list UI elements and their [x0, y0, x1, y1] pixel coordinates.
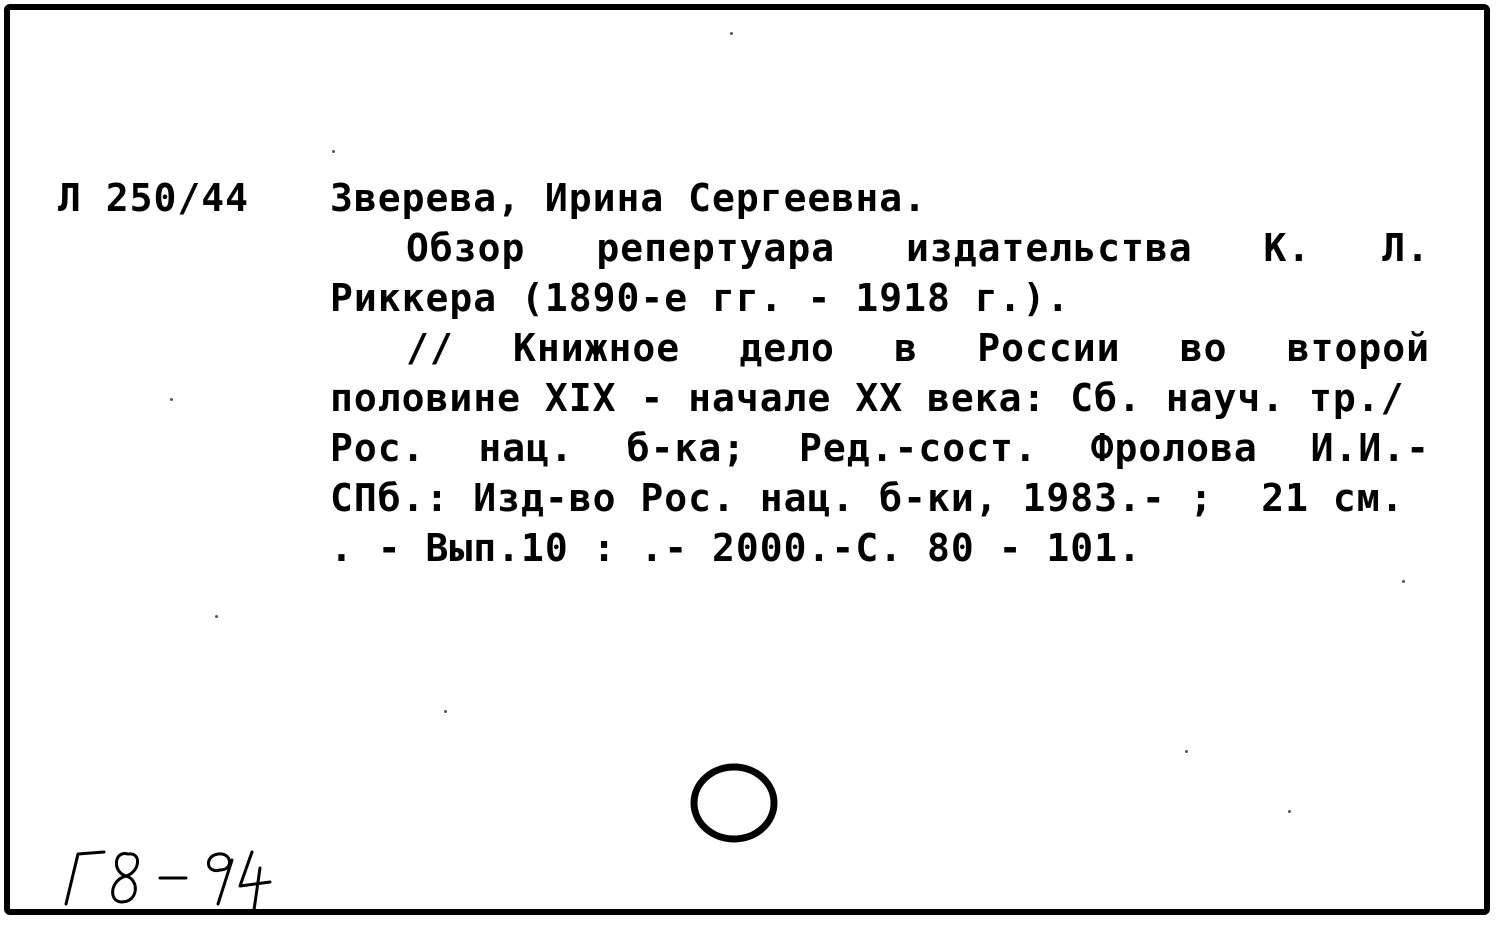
speck: [1402, 580, 1405, 583]
speck: [332, 150, 335, 153]
source-word: Рос.: [330, 426, 426, 470]
source-line-1: [330, 323, 1430, 373]
title-word: издательства: [906, 226, 1193, 270]
source-word: России: [977, 326, 1121, 370]
source-word: нац.: [478, 426, 574, 470]
source-line-4: СПб.: Изд-во Рос. нац. б-ки, 1983.- ; 21 см.: [330, 476, 1405, 520]
title-word: Л.: [1382, 226, 1430, 270]
bibliographic-entry: [330, 173, 1430, 573]
source-word: второй: [1286, 326, 1430, 370]
handwritten-note: [56, 842, 276, 912]
source-word: Фролова: [1090, 426, 1258, 470]
title-word: Обзор: [406, 226, 526, 270]
source-line-5: . - Вып.10 : .- 2000.-С. 80 - 101.: [330, 526, 1142, 570]
source-line-3: [330, 423, 1430, 473]
source-line-2: половине XIX - начале XX века: Сб. науч. тр./: [330, 376, 1405, 420]
title-word: репертуара: [596, 226, 836, 270]
speck: [444, 710, 447, 713]
title-line-1: [330, 223, 1430, 273]
source-word: б-ка;: [626, 426, 747, 470]
source-word: И.И.-: [1310, 426, 1430, 470]
speck: [215, 615, 218, 618]
source-word: в: [894, 326, 918, 370]
speck: [730, 32, 733, 35]
catalog-card: [4, 4, 1490, 915]
source-word: дело: [739, 326, 835, 370]
speck: [1185, 750, 1188, 753]
speck: [170, 398, 173, 401]
source-word: во: [1179, 326, 1228, 370]
source-word: //: [406, 326, 454, 370]
source-word: Ред.-сост.: [798, 426, 1038, 470]
source-word: Книжное: [512, 326, 681, 370]
title-line-2: Риккера (1890-е гг. - 1918 г.).: [330, 276, 1071, 320]
punch-hole-icon: [686, 760, 782, 846]
author-heading: Зверева, Ирина Сергеевна.: [330, 176, 927, 220]
speck: [1288, 810, 1291, 813]
title-word: К.: [1263, 226, 1312, 270]
shelfmark: Л 250/44: [58, 176, 250, 220]
